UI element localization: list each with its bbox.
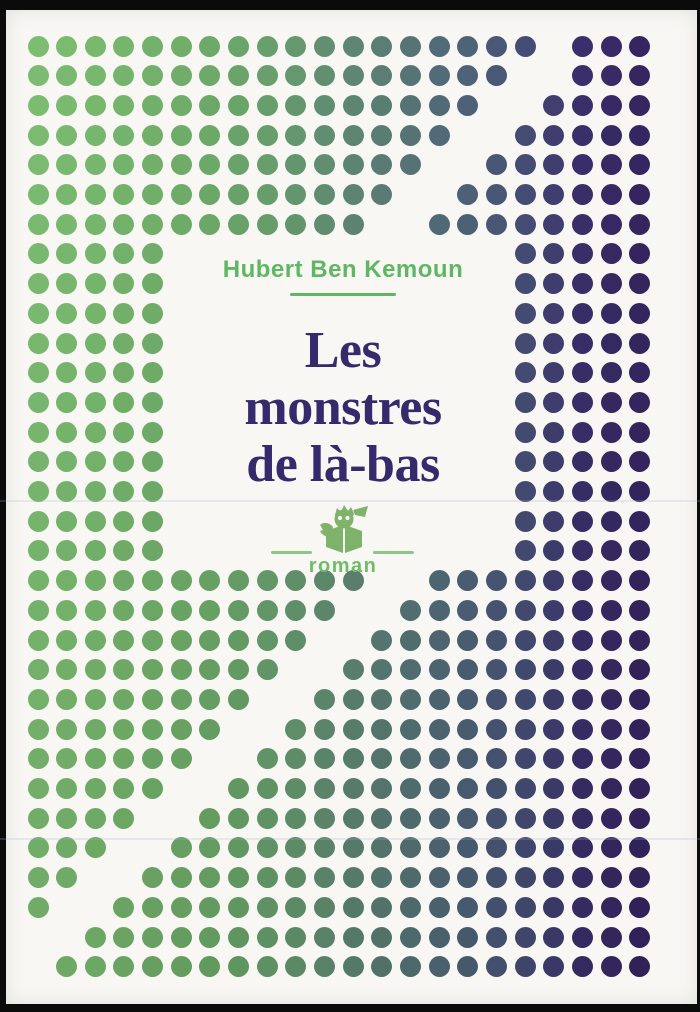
title-line-3: de là-bas: [246, 436, 440, 493]
book-title: [0, 322, 693, 493]
logo-dash-right: [373, 551, 414, 554]
author-underline-rule: [290, 293, 396, 296]
scanner-artifact-line: [0, 838, 700, 840]
author-name: Hubert Ben Kemoun: [222, 256, 464, 283]
title-line-2: monstres: [244, 379, 442, 436]
monster-eye-right: [345, 516, 349, 520]
logo-dash-left: [271, 551, 312, 554]
scanner-artifact-line: [0, 500, 700, 502]
title-line-1: Les: [304, 322, 382, 379]
monster-reading-book-icon: [318, 504, 370, 560]
collection-label: roman: [308, 555, 378, 577]
monster-eye-left: [338, 516, 342, 520]
